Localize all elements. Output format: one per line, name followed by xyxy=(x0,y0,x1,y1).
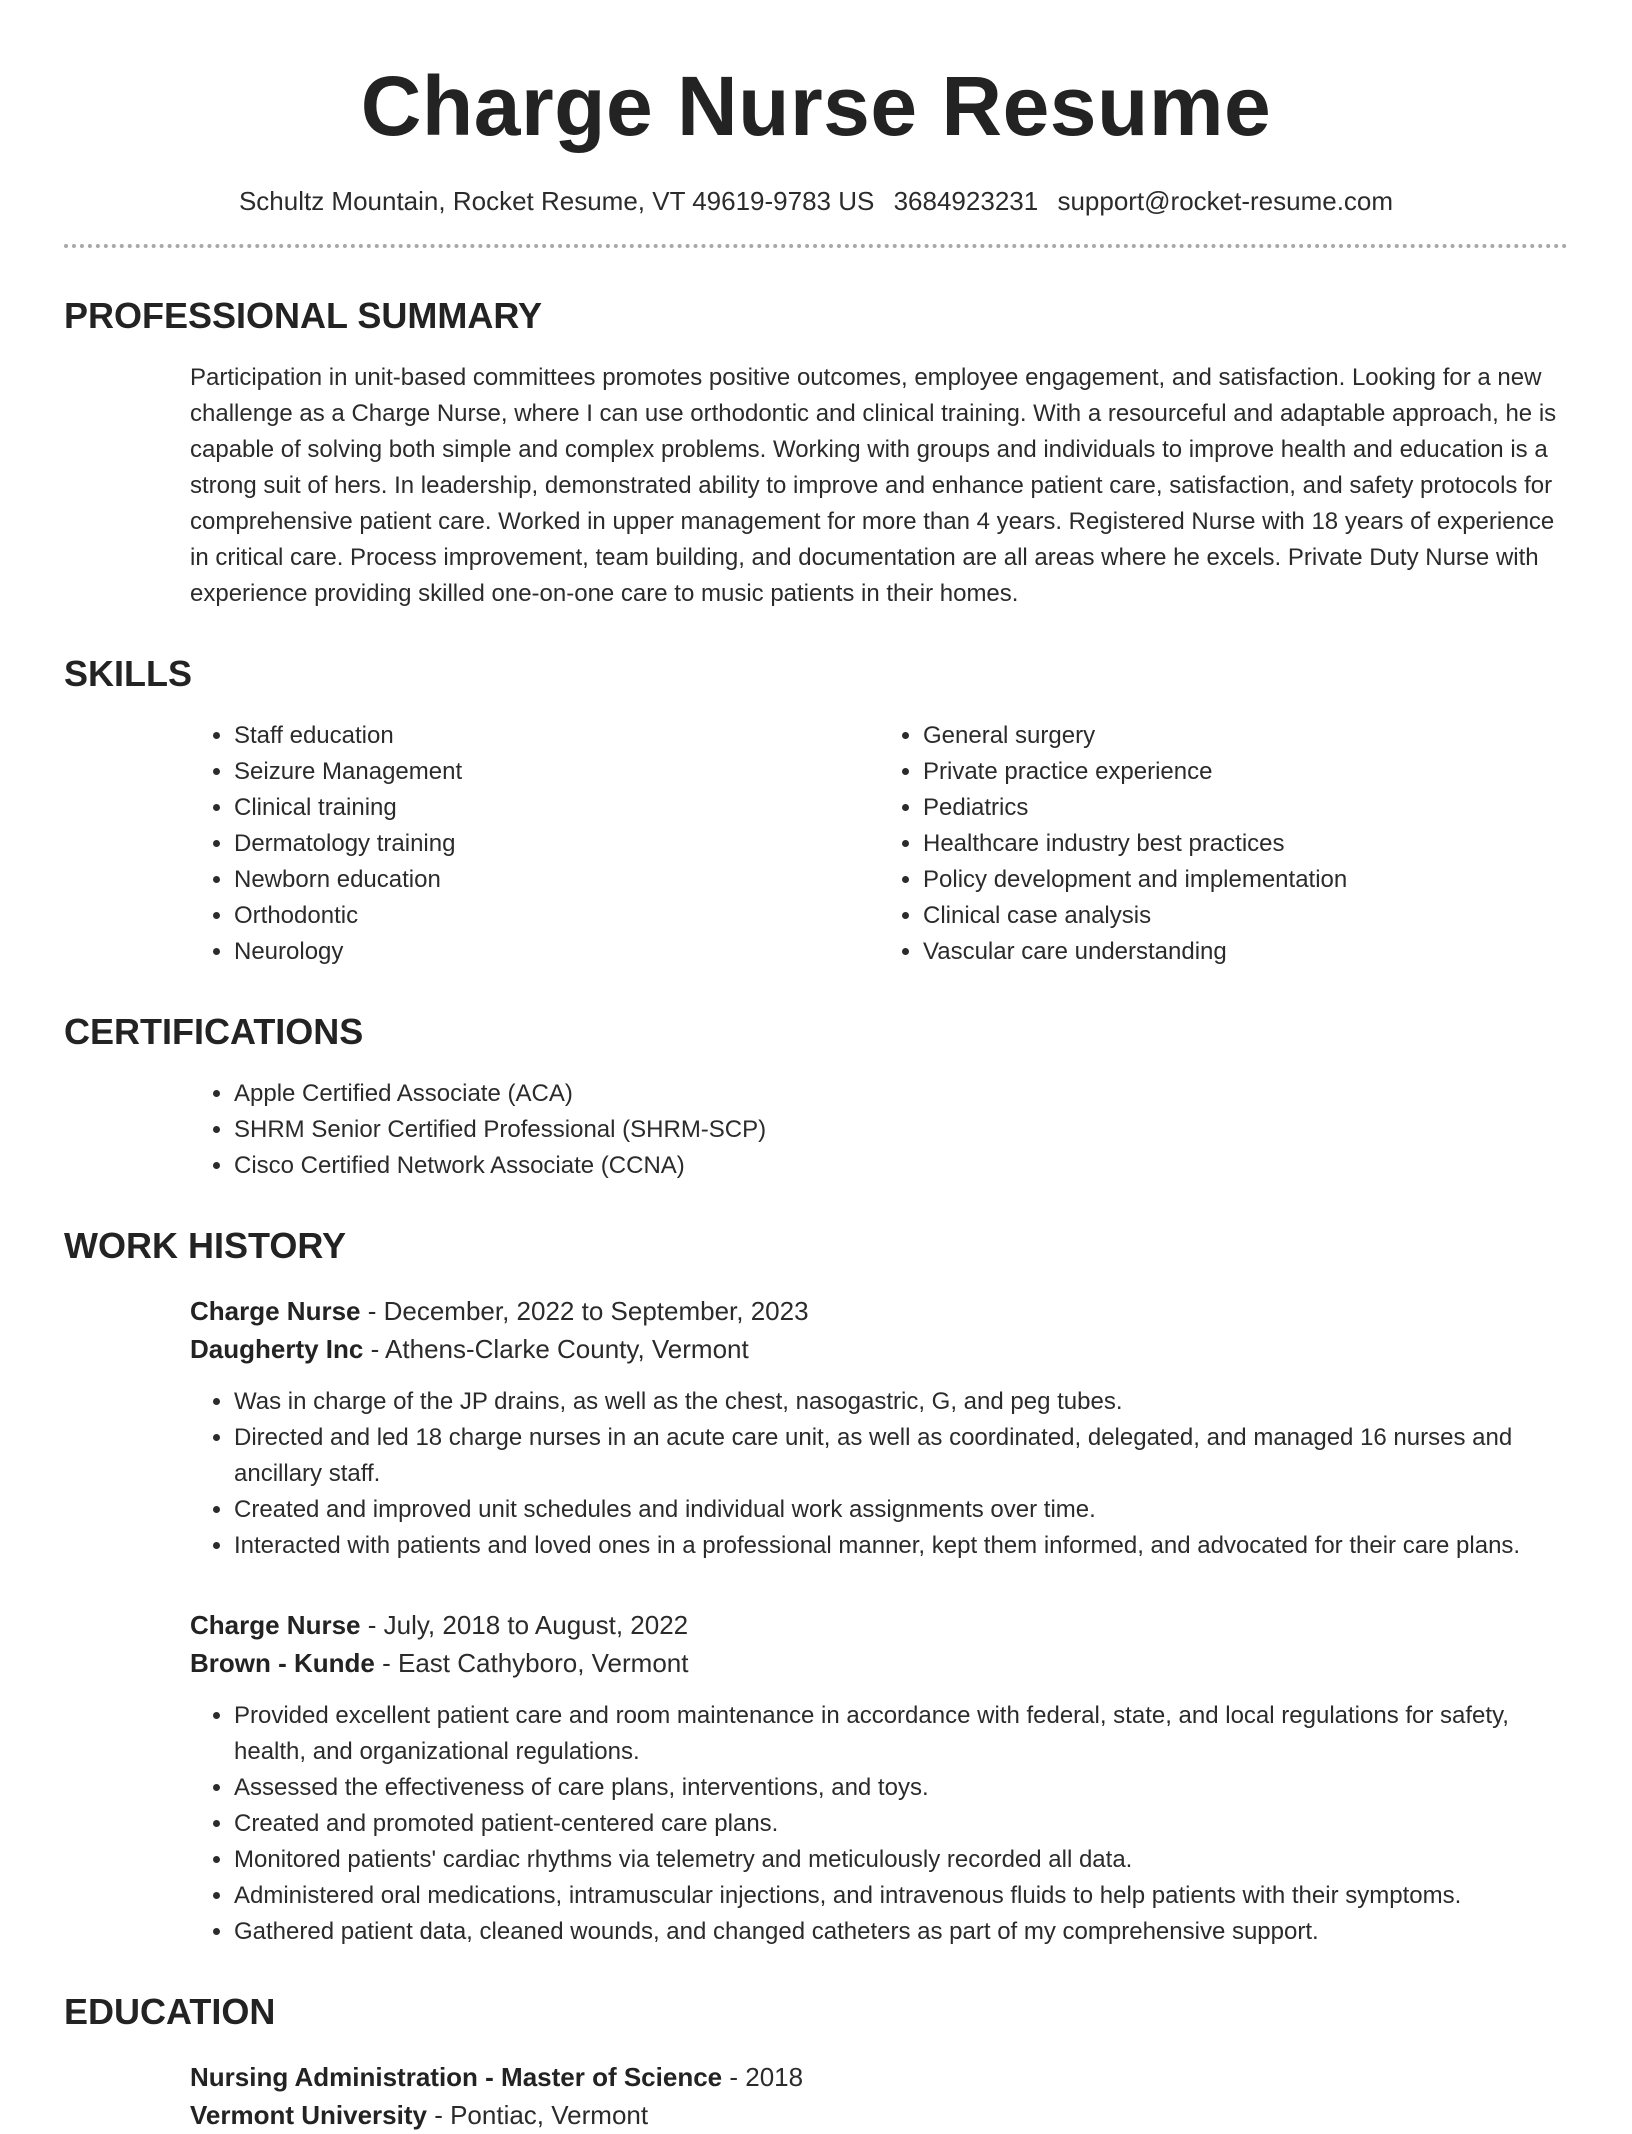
job-bullet: • Assessed the effectiveness of care plans, interventions, and toys. xyxy=(234,1770,1568,1806)
education-school-line xyxy=(190,2096,1568,2134)
job-location: - East Cathyboro, Vermont xyxy=(374,1648,689,1678)
skill-item: • Pediatrics xyxy=(923,790,1568,826)
education-location: - Pontiac, Vermont xyxy=(426,2100,649,2130)
job-dates: - December, 2022 to September, 2023 xyxy=(360,1296,809,1326)
job-bullet: • Created and improved unit schedules and individual work assignments over time. xyxy=(234,1492,1568,1528)
skill-item: • Vascular care understanding xyxy=(923,934,1568,970)
education-degree-line xyxy=(190,2058,1568,2096)
job-company: Brown - Kunde xyxy=(190,1648,375,1678)
job-bullet: • Created and promoted patient-centered care plans. xyxy=(234,1806,1568,1842)
skill-item: • Clinical case analysis xyxy=(923,898,1568,934)
skill-item: • Newborn education xyxy=(234,862,879,898)
job-title: Charge Nurse xyxy=(190,1610,361,1640)
job-company-line xyxy=(190,1330,1568,1368)
education-section xyxy=(64,1990,1568,2134)
job-location: - Athens-Clarke County, Vermont xyxy=(363,1334,749,1364)
skill-item: • Seizure Management xyxy=(234,754,879,790)
job-bullet: • Monitored patients' cardiac rhythms via telemetry and meticulously recorded all data. xyxy=(234,1842,1568,1878)
certification-item: • SHRM Senior Certified Professional (SHRM-SCP) xyxy=(234,1112,1568,1148)
skill-item: • Neurology xyxy=(234,934,879,970)
skill-item: • Orthodontic xyxy=(234,898,879,934)
certifications-section xyxy=(64,1010,1568,1184)
contact-address: Schultz Mountain, Rocket Resume, VT 49619-9783 US xyxy=(238,186,875,216)
education-entry xyxy=(190,2058,1568,2134)
skills-section xyxy=(64,652,1568,970)
job-entry xyxy=(190,1292,1568,1564)
summary-section xyxy=(64,294,1568,612)
job-title-line xyxy=(190,1606,1568,1644)
job-bullets xyxy=(190,1698,1568,1950)
contact-email: support@rocket-resume.com xyxy=(1057,186,1394,216)
summary-heading: PROFESSIONAL SUMMARY xyxy=(64,295,543,336)
job-bullet: • Administered oral medications, intramuscular injections, and intravenous fluids to help patients with their symptoms. xyxy=(234,1878,1568,1914)
job-entry xyxy=(190,1606,1568,1950)
header-divider xyxy=(64,244,1568,248)
work-history-section xyxy=(64,1224,1568,1950)
contact-line xyxy=(64,184,1568,218)
skills-list-left xyxy=(190,718,879,970)
job-title: Charge Nurse xyxy=(190,1296,361,1326)
certifications-heading: CERTIFICATIONS xyxy=(64,1011,364,1052)
skill-item: • Healthcare industry best practices xyxy=(923,826,1568,862)
job-bullet: • Was in charge of the JP drains, as well as the chest, nasogastric, G, and peg tubes. xyxy=(234,1384,1568,1420)
job-bullet: • Provided excellent patient care and room maintenance in accordance with federal, state, and local regulations for safety, health, and organizational regulations. xyxy=(234,1698,1568,1770)
skill-item: • Dermatology training xyxy=(234,826,879,862)
certification-item: • Apple Certified Associate (ACA) xyxy=(234,1076,1568,1112)
job-bullets xyxy=(190,1384,1568,1564)
certification-item: • Cisco Certified Network Associate (CCNA) xyxy=(234,1148,1568,1184)
skills-list-right xyxy=(879,718,1568,970)
job-bullet: • Interacted with patients and loved ones in a professional manner, kept them informed, and advocated for their care plans. xyxy=(234,1528,1568,1564)
job-bullet: • Directed and led 18 charge nurses in an acute care unit, as well as coordinated, delegated, and managed 16 nurses and ancillary staff. xyxy=(234,1420,1568,1492)
education-degree: Nursing Administration - Master of Science xyxy=(190,2062,723,2092)
skill-item: • General surgery xyxy=(923,718,1568,754)
job-company: Daugherty Inc xyxy=(190,1334,364,1364)
job-bullet: • Gathered patient data, cleaned wounds, and changed catheters as part of my comprehensive support. xyxy=(234,1914,1568,1950)
job-dates: - July, 2018 to August, 2022 xyxy=(360,1610,689,1640)
contact-phone: 3684923231 xyxy=(893,186,1039,216)
education-school: Vermont University xyxy=(190,2100,427,2130)
page-title: Charge Nurse Resume xyxy=(360,59,1272,153)
summary-text: Participation in unit-based committees promotes positive outcomes, employee engagement, and satisfaction. Looking for a new challenge as a Charge Nurse, where I can use orthodontic and clinical training. With a resourceful and adaptable approach, he is capable of solving both simple and complex problems. Working with groups and individuals to improve health and education is a strong suit of hers. In leadership, demonstrated ability to improve and enhance patient care, satisfaction, and safety protocols for comprehensive patient care. Worked in upper management for more than 4 years. Registered Nurse with 18 years of experience in critical care. Process improvement, team building, and documentation are all areas where he excels. Private Duty Nurse with experience providing skilled one-on-one care to music patients in their homes. xyxy=(190,364,1557,607)
job-company-line xyxy=(190,1644,1568,1682)
skill-item: • Clinical training xyxy=(234,790,879,826)
skills-heading: SKILLS xyxy=(64,653,193,694)
skill-item: • Policy development and implementation xyxy=(923,862,1568,898)
education-heading: EDUCATION xyxy=(64,1991,276,2032)
certifications-list xyxy=(190,1076,1568,1184)
skills-grid xyxy=(190,718,1568,970)
skill-item: • Private practice experience xyxy=(923,754,1568,790)
work-history-heading: WORK HISTORY xyxy=(64,1225,347,1266)
skill-item: • Staff education xyxy=(234,718,879,754)
education-year: - 2018 xyxy=(722,2062,804,2092)
job-title-line xyxy=(190,1292,1568,1330)
